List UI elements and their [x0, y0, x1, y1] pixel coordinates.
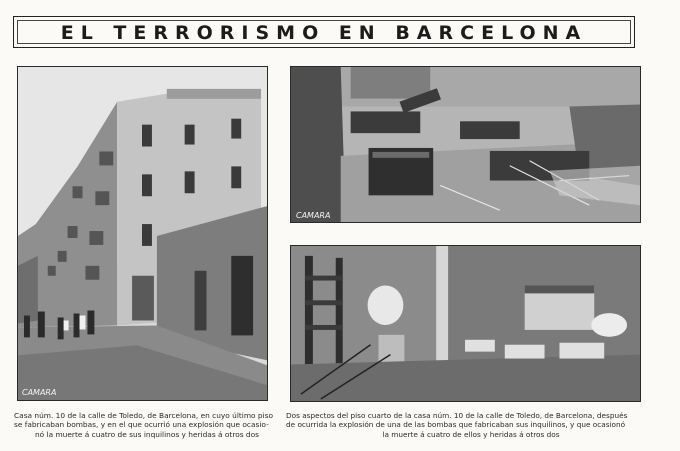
photo-signature: CAMARA [22, 388, 57, 397]
rooftop-photo-image [291, 67, 640, 222]
caption-line: Casa núm. 10 de la calle de Toledo, de Barcelona, en cuyo último piso [14, 411, 274, 420]
caption-line: se fabricaban bombas, y en el que ocurrió una explosión que ocasio- [14, 420, 269, 430]
caption-line: la muerte á cuatro de ellos y heridas á otros dos [382, 429, 560, 439]
caption-right [286, 411, 656, 439]
photo-signature: CAMARA [296, 211, 331, 220]
caption-line: Dos aspectos del piso cuarto de la casa núm. 10 de la calle de Toledo, de Barcelona, después [286, 411, 628, 420]
title-frame [13, 16, 635, 48]
photo-street [17, 66, 268, 401]
caption-line: de ocurrida la explosión de una de las bombas que fabricaban sus inquilinos, y que ocasionó [286, 420, 626, 430]
photo-room [290, 245, 641, 402]
street-photo-image [18, 67, 267, 400]
caption-left [14, 411, 280, 439]
page-title: EL TERRORISMO EN BARCELONA [60, 22, 588, 44]
room-photo-image [291, 246, 640, 401]
caption-line: nó la muerte á cuatro de sus inquilinos y heridas á otros dos [35, 429, 259, 439]
photo-rooftop [290, 66, 641, 223]
